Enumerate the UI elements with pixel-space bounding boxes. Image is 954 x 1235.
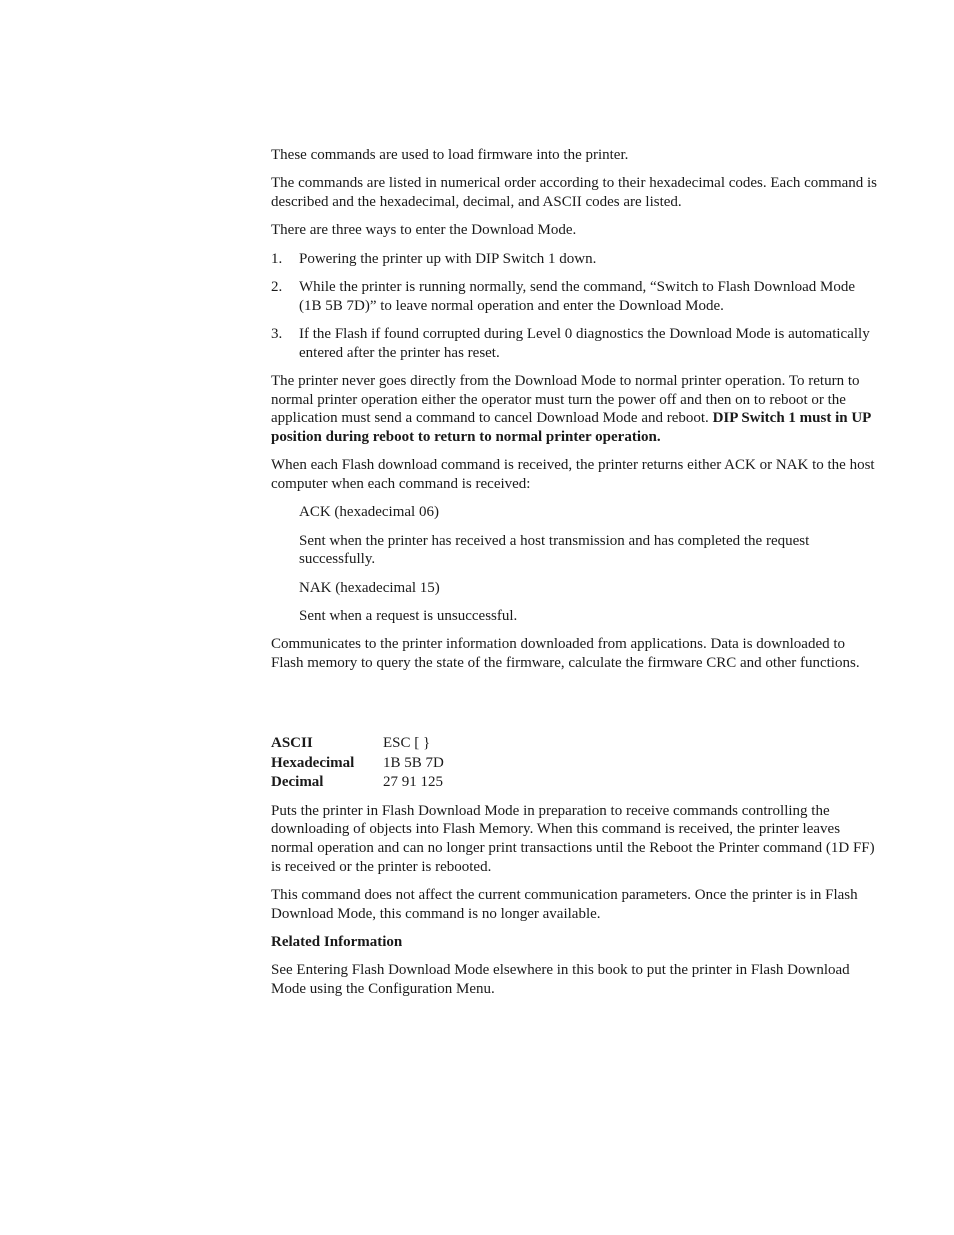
nak-title: NAK (hexadecimal 15) [299, 579, 440, 596]
page-content [271, 146, 881, 1008]
related-text: See Entering Flash Download Mode elsewhere in this book to put the printer in Flash Download Mode using the Configuration Menu. [271, 962, 850, 997]
ack-description: Sent when the printer has received a host transmission and has completed the request successfully. [299, 532, 810, 568]
command-codes-table [271, 734, 444, 792]
section-spacer [271, 682, 881, 734]
reboot-paragraph [271, 372, 881, 446]
table-row [271, 754, 444, 773]
list-text: Powering the printer up with DIP Switch 1 down. [299, 250, 597, 267]
code-value: 27 91 125 [383, 773, 443, 790]
ack-title: ACK (hexadecimal 06) [299, 504, 439, 521]
list-number: 3. [271, 326, 283, 343]
reboot-warning: DIP Switch 1 must in UP position during reboot to return to normal printer operation. [271, 410, 871, 445]
list-item [271, 325, 881, 362]
code-value: ESC [ } [383, 735, 431, 752]
related-heading: Related Information [271, 933, 403, 950]
intro-paragraph-2: The commands are listed in numerical order according to their hexadecimal codes. Each command is described and the hexadecimal, decimal, and ASCII codes are listed. [271, 175, 878, 210]
nak-description: Sent when a request is unsuccessful. [299, 608, 518, 625]
list-item [271, 278, 881, 315]
command-description: Puts the printer in Flash Download Mode in preparation to receive commands controlling the downloading of objects into Flash Memory. When this command is received, the printer leaves normal operation and can no longer print transactions until the Reboot the Printer command (1D FF) is received or the printer is rebooted. [271, 802, 875, 875]
list-number: 1. [271, 250, 283, 267]
command-note: This command does not affect the current communication parameters. Once the printer is in Flash Download Mode, this command is no longer available. [271, 887, 858, 922]
code-value: 1B 5B 7D [383, 754, 444, 771]
intro-paragraph-1: These commands are used to load firmware into the printer. [271, 147, 629, 163]
table-row [271, 734, 444, 753]
communicates-paragraph: Communicates to the printer information downloaded from applications. Data is downloaded to Flash memory to query the state of the firmware, calculate the firmware CRC and other functions. [271, 636, 860, 672]
list-text: If the Flash if found corrupted during Level 0 diagnostics the Download Mode is automatically entered after the printer has reset. [299, 326, 870, 361]
intro-paragraph-3: There are three ways to enter the Download Mode. [271, 222, 577, 239]
list-text: While the printer is running normally, send the command, “Switch to Flash Download Mode (1B 5B 7D)” to leave normal operation and enter the Download Mode. [299, 279, 856, 314]
list-item [271, 250, 881, 269]
code-label: Hexadecimal [271, 754, 355, 771]
reboot-text: The printer never goes directly from the Download Mode to normal printer operation. To return to normal printer operation either the operator must turn the power off and then on to reboot or the application must send a command to cancel Download Mode and reboot. [271, 373, 860, 427]
code-label: ASCII [271, 735, 313, 752]
code-label: Decimal [271, 773, 324, 790]
list-number: 2. [271, 279, 283, 296]
table-row [271, 773, 444, 792]
ack-nak-intro: When each Flash download command is received, the printer returns either ACK or NAK to the host computer when each command is received: [271, 457, 875, 492]
